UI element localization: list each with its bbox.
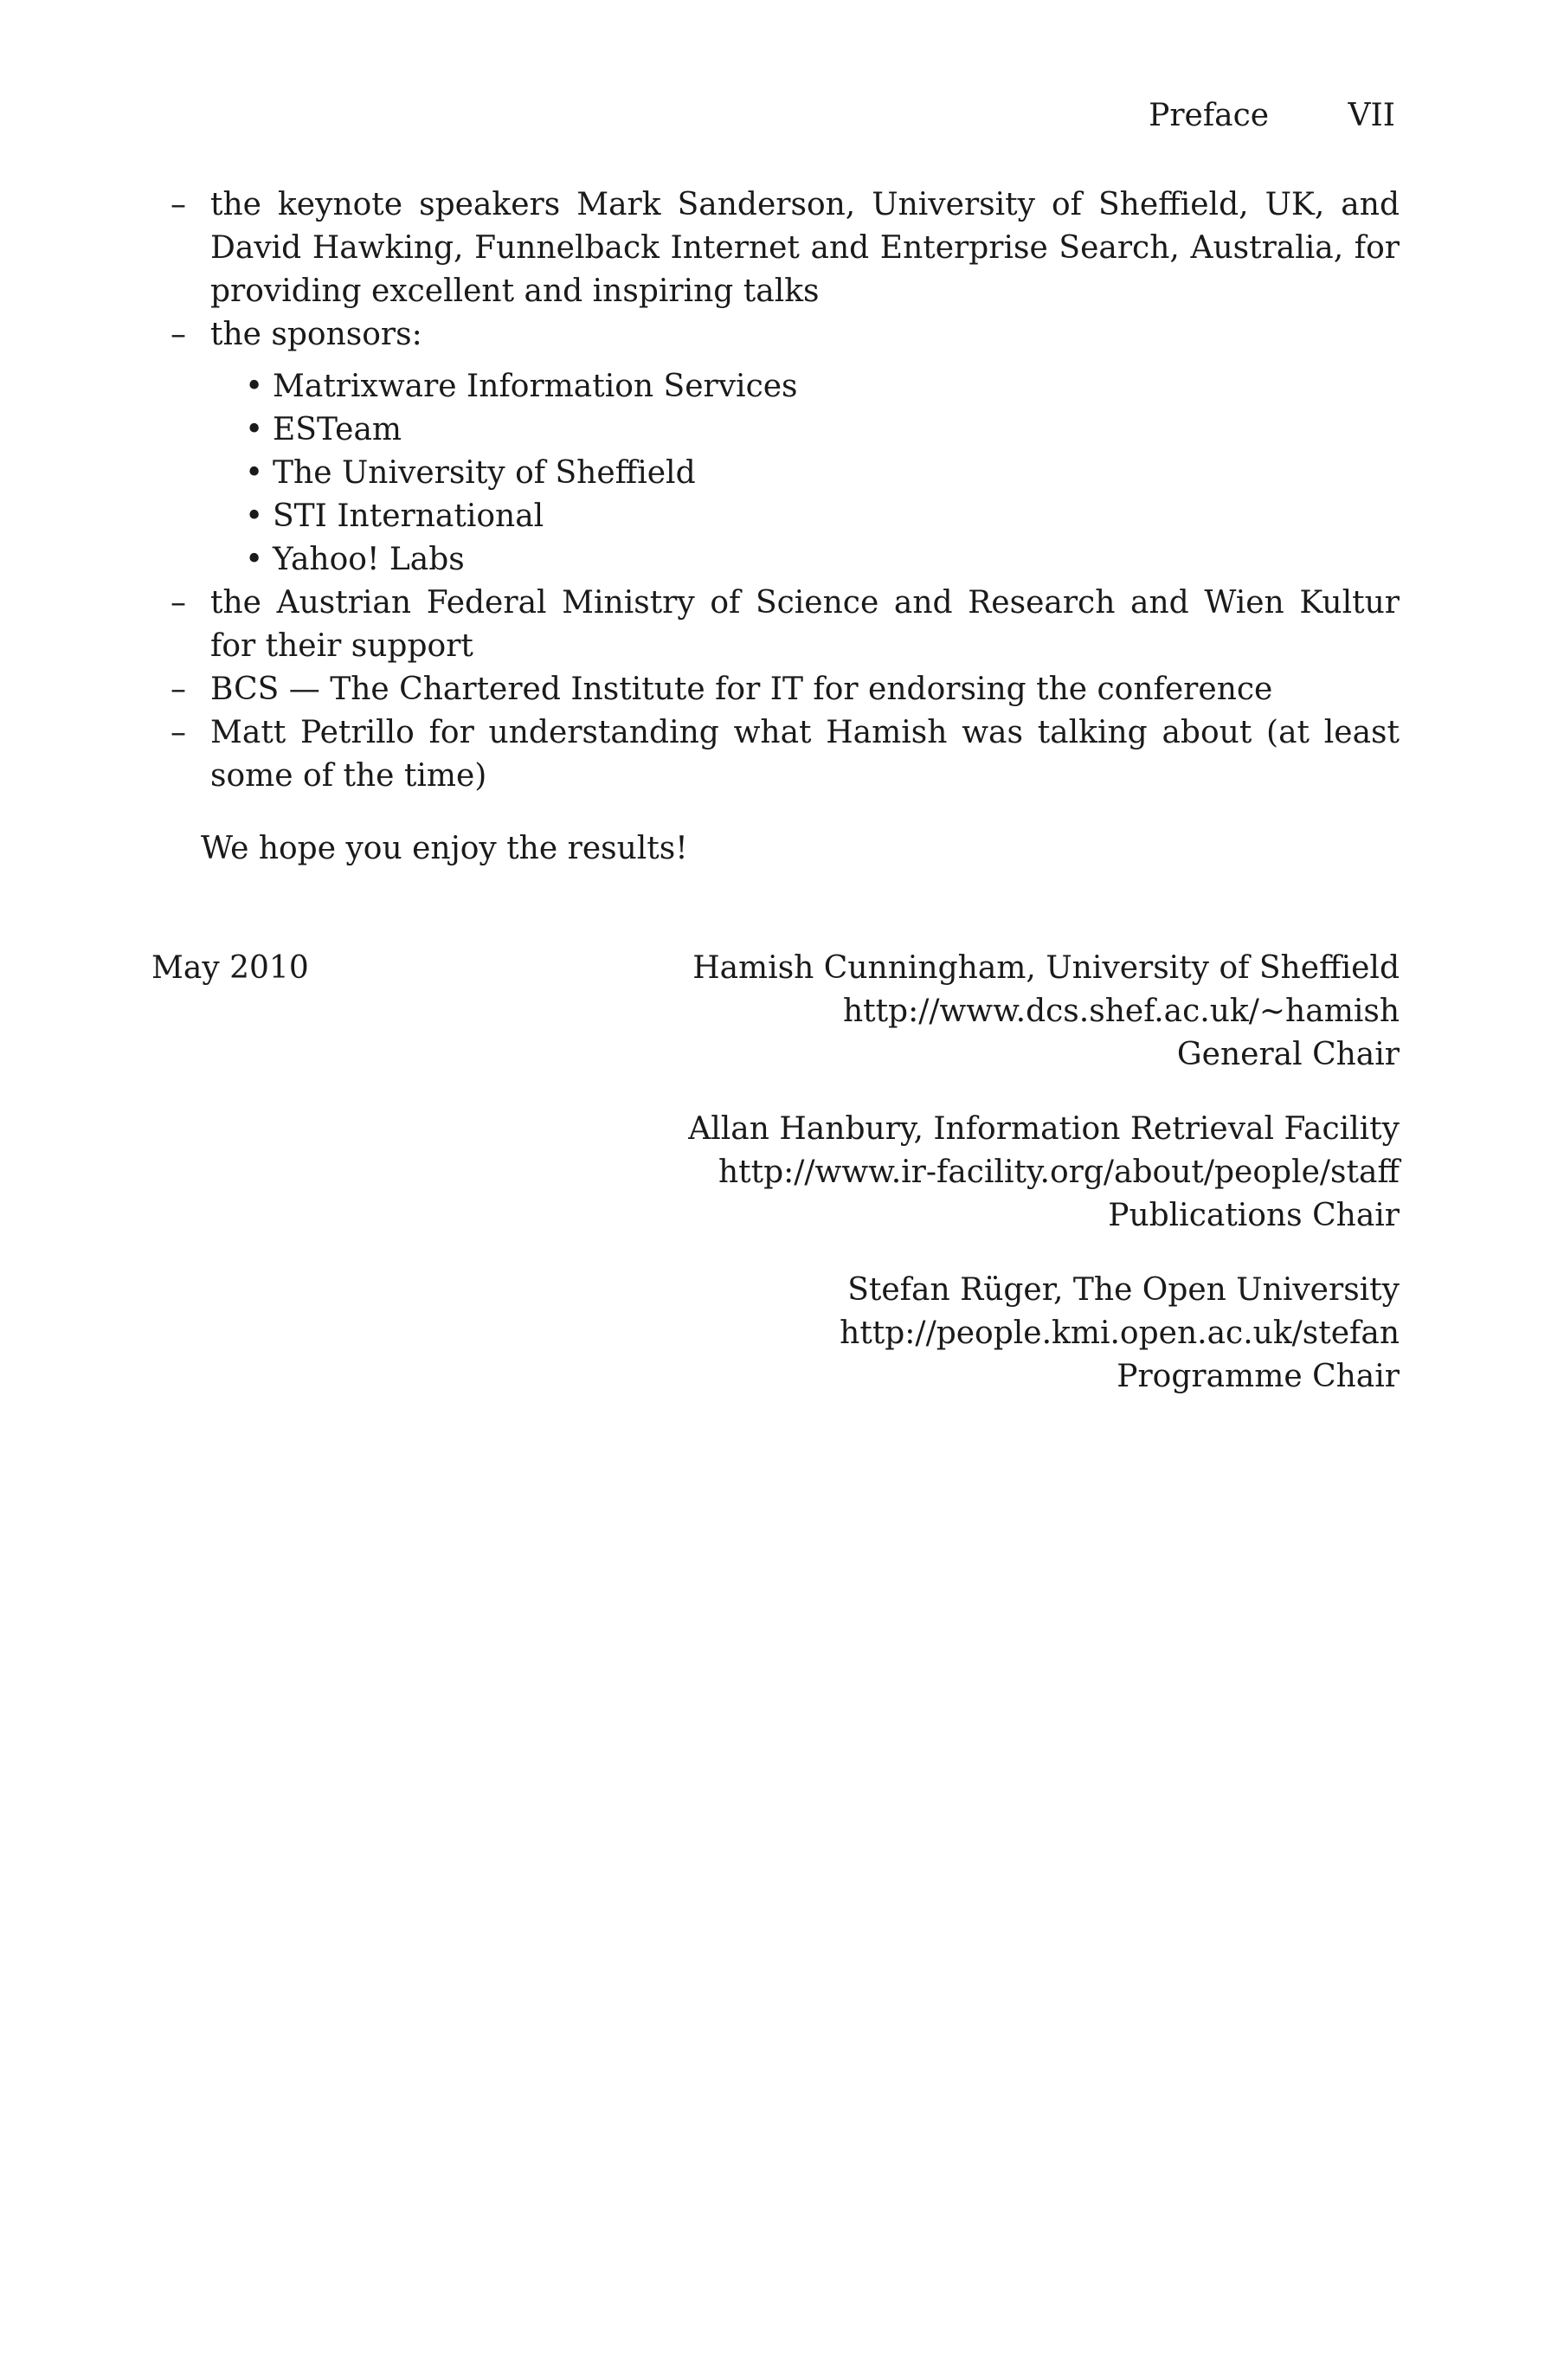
list-item [151, 668, 1400, 711]
dash-marker: – [171, 317, 186, 352]
closing-line: We hope you enjoy the results! [201, 831, 688, 866]
sponsor-name: The University of Sheffield [273, 455, 696, 491]
bullet-icon: • [245, 412, 264, 447]
sponsor-name: ESTeam [273, 412, 402, 447]
acknowledgements-list [151, 183, 1400, 871]
sponsor-name: Yahoo! Labs [273, 542, 465, 577]
list-item [151, 183, 1400, 313]
sponsor-item [210, 538, 1400, 582]
list-item-text: the sponsors: [210, 317, 422, 352]
date: May 2010 [151, 950, 309, 986]
list-item-text: the Austrian Federal Ministry of Science and Research and Wien Kultur for their support [210, 585, 1400, 664]
sponsor-name: Matrixware Information Services [273, 369, 798, 404]
bullet-icon: • [245, 542, 264, 577]
list-item [151, 711, 1400, 798]
signatory-url: http://www.dcs.shef.ac.uk/~hamish [842, 994, 1400, 1029]
sponsor-item [210, 365, 1400, 408]
running-head [1149, 97, 1395, 135]
signatory-url: http://www.ir-facility.org/about/people/staff [718, 1155, 1400, 1190]
bullet-icon: • [245, 455, 264, 491]
signatory-role: General Chair [1176, 1037, 1400, 1072]
list-item [151, 313, 1400, 582]
list-item [151, 582, 1400, 668]
signatory-name: Stefan Rüger, The Open University [847, 1272, 1400, 1308]
signatory-name: Hamish Cunningham, University of Sheffield [692, 950, 1400, 986]
sponsor-list [210, 365, 1400, 582]
dash-marker: – [171, 187, 186, 222]
page-number: VII [1348, 98, 1395, 133]
sponsor-item [210, 408, 1400, 452]
list-item-text: BCS — The Chartered Institute for IT for endorsing the conference [210, 672, 1273, 707]
signatories [688, 947, 1400, 1430]
signatory-programme-chair [688, 1269, 1400, 1399]
signatory-general-chair [688, 947, 1400, 1077]
list-item-text: the keynote speakers Mark Sanderson, University of Sheffield, UK, and David Hawking, Funnelback Internet and Enterprise Search, Australia, for providing excellent and inspiring talks [210, 187, 1400, 309]
dash-marker: – [171, 585, 186, 621]
signatory-role: Programme Chair [1117, 1359, 1400, 1394]
signatory-publications-chair [688, 1108, 1400, 1238]
section-title: Preface [1149, 98, 1270, 133]
bullet-icon: • [245, 499, 264, 534]
dash-marker: – [171, 672, 186, 707]
list-item-text: Matt Petrillo for understanding what Hamish was talking about (at least some of the time) [210, 715, 1400, 794]
signatory-role: Publications Chair [1108, 1198, 1400, 1233]
bullet-icon: • [245, 369, 264, 404]
dash-marker: – [171, 715, 186, 750]
signatory-url: http://people.kmi.open.ac.uk/stefan [840, 1315, 1400, 1351]
sponsor-name: STI International [273, 499, 544, 534]
sponsor-item [210, 452, 1400, 495]
signatory-name: Allan Hanbury, Information Retrieval Facility [688, 1111, 1400, 1147]
sponsor-item [210, 495, 1400, 538]
